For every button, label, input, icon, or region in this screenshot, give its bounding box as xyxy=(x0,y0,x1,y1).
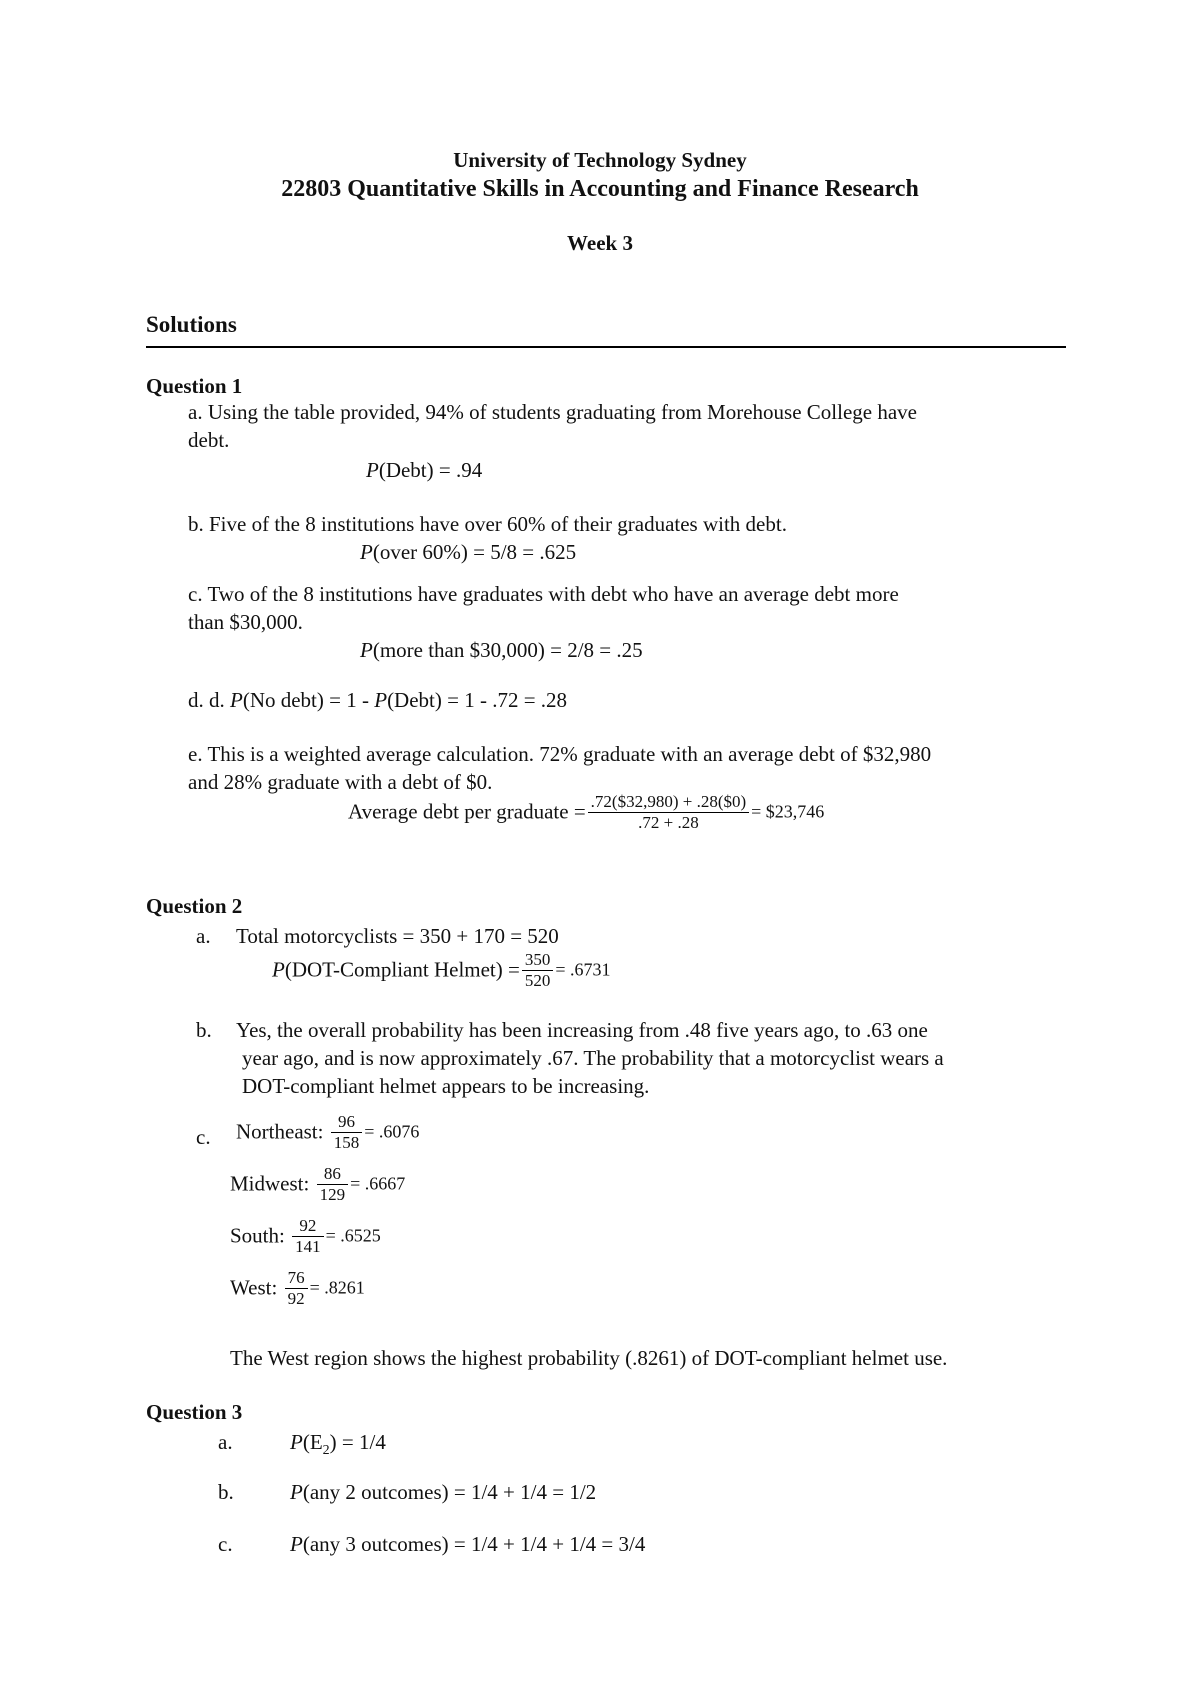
region-row xyxy=(230,1164,405,1204)
q1-c-text-line2: than $30,000. xyxy=(188,610,303,634)
q1-c-formula xyxy=(360,638,643,663)
q2-b-text-line2: year ago, and is now approximately .67. The probability that a motorcyclist wears a xyxy=(242,1046,944,1070)
q1-e-formula xyxy=(348,792,824,832)
heading-rule xyxy=(146,346,1066,348)
prob-symbol: P xyxy=(290,1532,303,1556)
q1-e-label: Average debt per graduate = xyxy=(348,799,586,824)
region-row xyxy=(230,1268,365,1308)
region-name: Midwest: xyxy=(230,1171,310,1196)
q2-a-result: = .6731 xyxy=(555,959,611,980)
q2-a-fraction xyxy=(522,950,554,990)
q3-c-formula xyxy=(290,1532,645,1557)
q1-c-text-line1: c. Two of the 8 institutions have graduates with debt who have an average debt more xyxy=(188,582,899,606)
q2-c-label: c. xyxy=(196,1125,211,1149)
q2-b-text-line1: Yes, the overall probability has been increasing from .48 five years ago, to .63 one xyxy=(236,1018,928,1042)
prob-symbol: P xyxy=(272,957,285,982)
region-fraction xyxy=(292,1216,324,1256)
fraction-denominator: 520 xyxy=(524,970,551,990)
q2-a-formula xyxy=(272,950,611,990)
fraction-numerator: 350 xyxy=(522,950,554,971)
q3-b-formula-text: (any 2 outcomes) = 1/4 + 1/4 = 1/2 xyxy=(302,1480,597,1504)
course-title: 22803 Quantitative Skills in Accounting and Finance Research xyxy=(281,176,919,202)
q1-a-text-line2: debt. xyxy=(188,428,230,452)
q1-d-mid: (No debt) = 1 - xyxy=(242,688,375,712)
q1-d-prefix: d. d. xyxy=(188,688,230,712)
region-result: = .6076 xyxy=(364,1121,420,1142)
q3-c-label: c. xyxy=(218,1532,233,1556)
q3-a-label: a. xyxy=(218,1430,233,1454)
region-name: Northeast: xyxy=(236,1119,324,1144)
q2-a-label: a. xyxy=(196,924,211,948)
q1-e-text-line2: and 28% graduate with a debt of $0. xyxy=(188,770,493,794)
fraction-denominator: 92 xyxy=(287,1288,305,1308)
fraction-numerator: .72($32,980) + .28($0) xyxy=(588,792,749,813)
q3-b-label: b. xyxy=(218,1480,234,1504)
region-fraction xyxy=(331,1112,363,1152)
q1-a-formula-text: (Debt) = .94 xyxy=(378,458,483,482)
q3-a-open: (E xyxy=(302,1430,323,1454)
prob-symbol: P xyxy=(360,638,373,662)
q1-a-formula xyxy=(366,458,482,483)
prob-symbol: P xyxy=(360,540,373,564)
q2-a-prob xyxy=(272,958,520,982)
q1-a-text-line1: a. Using the table provided, 94% of students graduating from Morehouse College have xyxy=(188,400,917,424)
q2-b-text-line3: DOT-compliant helmet appears to be increasing. xyxy=(242,1074,650,1098)
prob-symbol: P xyxy=(290,1480,303,1504)
region-name: South: xyxy=(230,1223,285,1248)
q1-e-text-line1: e. This is a weighted average calculation. 72% graduate with an average debt of $32,980 xyxy=(188,742,932,766)
fraction-numerator: 76 xyxy=(285,1268,308,1289)
q1-d-formula xyxy=(188,688,567,713)
region-row xyxy=(236,1112,419,1152)
week-label: Week 3 xyxy=(567,231,633,255)
region-name: West: xyxy=(230,1275,278,1300)
fraction-numerator: 92 xyxy=(292,1216,324,1237)
question-1-title: Question 1 xyxy=(146,374,243,398)
fraction-denominator: 158 xyxy=(333,1132,360,1152)
q2-a-text: Total motorcyclists = 350 + 170 = 520 xyxy=(236,924,559,948)
fraction-denominator: .72 + .28 xyxy=(638,812,699,832)
fraction-denominator: 141 xyxy=(295,1236,321,1256)
q2-conclusion: The West region shows the highest probability (.8261) of DOT-compliant helmet use. xyxy=(230,1346,948,1370)
prob-symbol: P xyxy=(366,458,379,482)
q1-d-end: (Debt) = 1 - .72 = .28 xyxy=(387,688,568,712)
fraction-denominator: 129 xyxy=(319,1184,346,1204)
q1-b-text: b. Five of the 8 institutions have over 60% of their graduates with debt. xyxy=(188,512,787,536)
prob-symbol: P xyxy=(374,688,388,712)
q3-a-subscript: 2 xyxy=(322,1443,330,1459)
q1-b-formula-text: (over 60%) = 5/8 = .625 xyxy=(372,540,577,564)
question-3-title: Question 3 xyxy=(146,1400,243,1424)
q1-e-fraction xyxy=(588,792,749,832)
region-row xyxy=(230,1216,381,1256)
question-2-title: Question 2 xyxy=(146,894,243,918)
q1-b-formula xyxy=(360,540,576,565)
q3-c-formula-text: (any 3 outcomes) = 1/4 + 1/4 + 1/4 = 3/4 xyxy=(302,1532,646,1556)
region-result: = .6525 xyxy=(325,1225,381,1246)
region-result: = .8261 xyxy=(309,1277,365,1298)
q2-b-label: b. xyxy=(196,1018,212,1042)
prob-symbol: P xyxy=(230,688,243,712)
q2-a-formula-text: (DOT-Compliant Helmet) = xyxy=(284,957,520,982)
q3-a-rest: ) = 1/4 xyxy=(329,1430,386,1454)
fraction-numerator: 96 xyxy=(331,1112,363,1133)
q1-c-formula-text: (more than $30,000) = 2/8 = .25 xyxy=(372,638,643,662)
region-fraction xyxy=(317,1164,349,1204)
q1-e-result: = $23,746 xyxy=(751,801,825,822)
university-title: University of Technology Sydney xyxy=(453,148,747,172)
section-heading: Solutions xyxy=(146,312,237,337)
prob-symbol: P xyxy=(290,1430,303,1454)
q3-b-formula xyxy=(290,1480,596,1505)
region-fraction xyxy=(285,1268,308,1308)
fraction-numerator: 86 xyxy=(317,1164,349,1185)
q3-a-formula xyxy=(290,1430,386,1459)
region-result: = .6667 xyxy=(350,1173,406,1194)
